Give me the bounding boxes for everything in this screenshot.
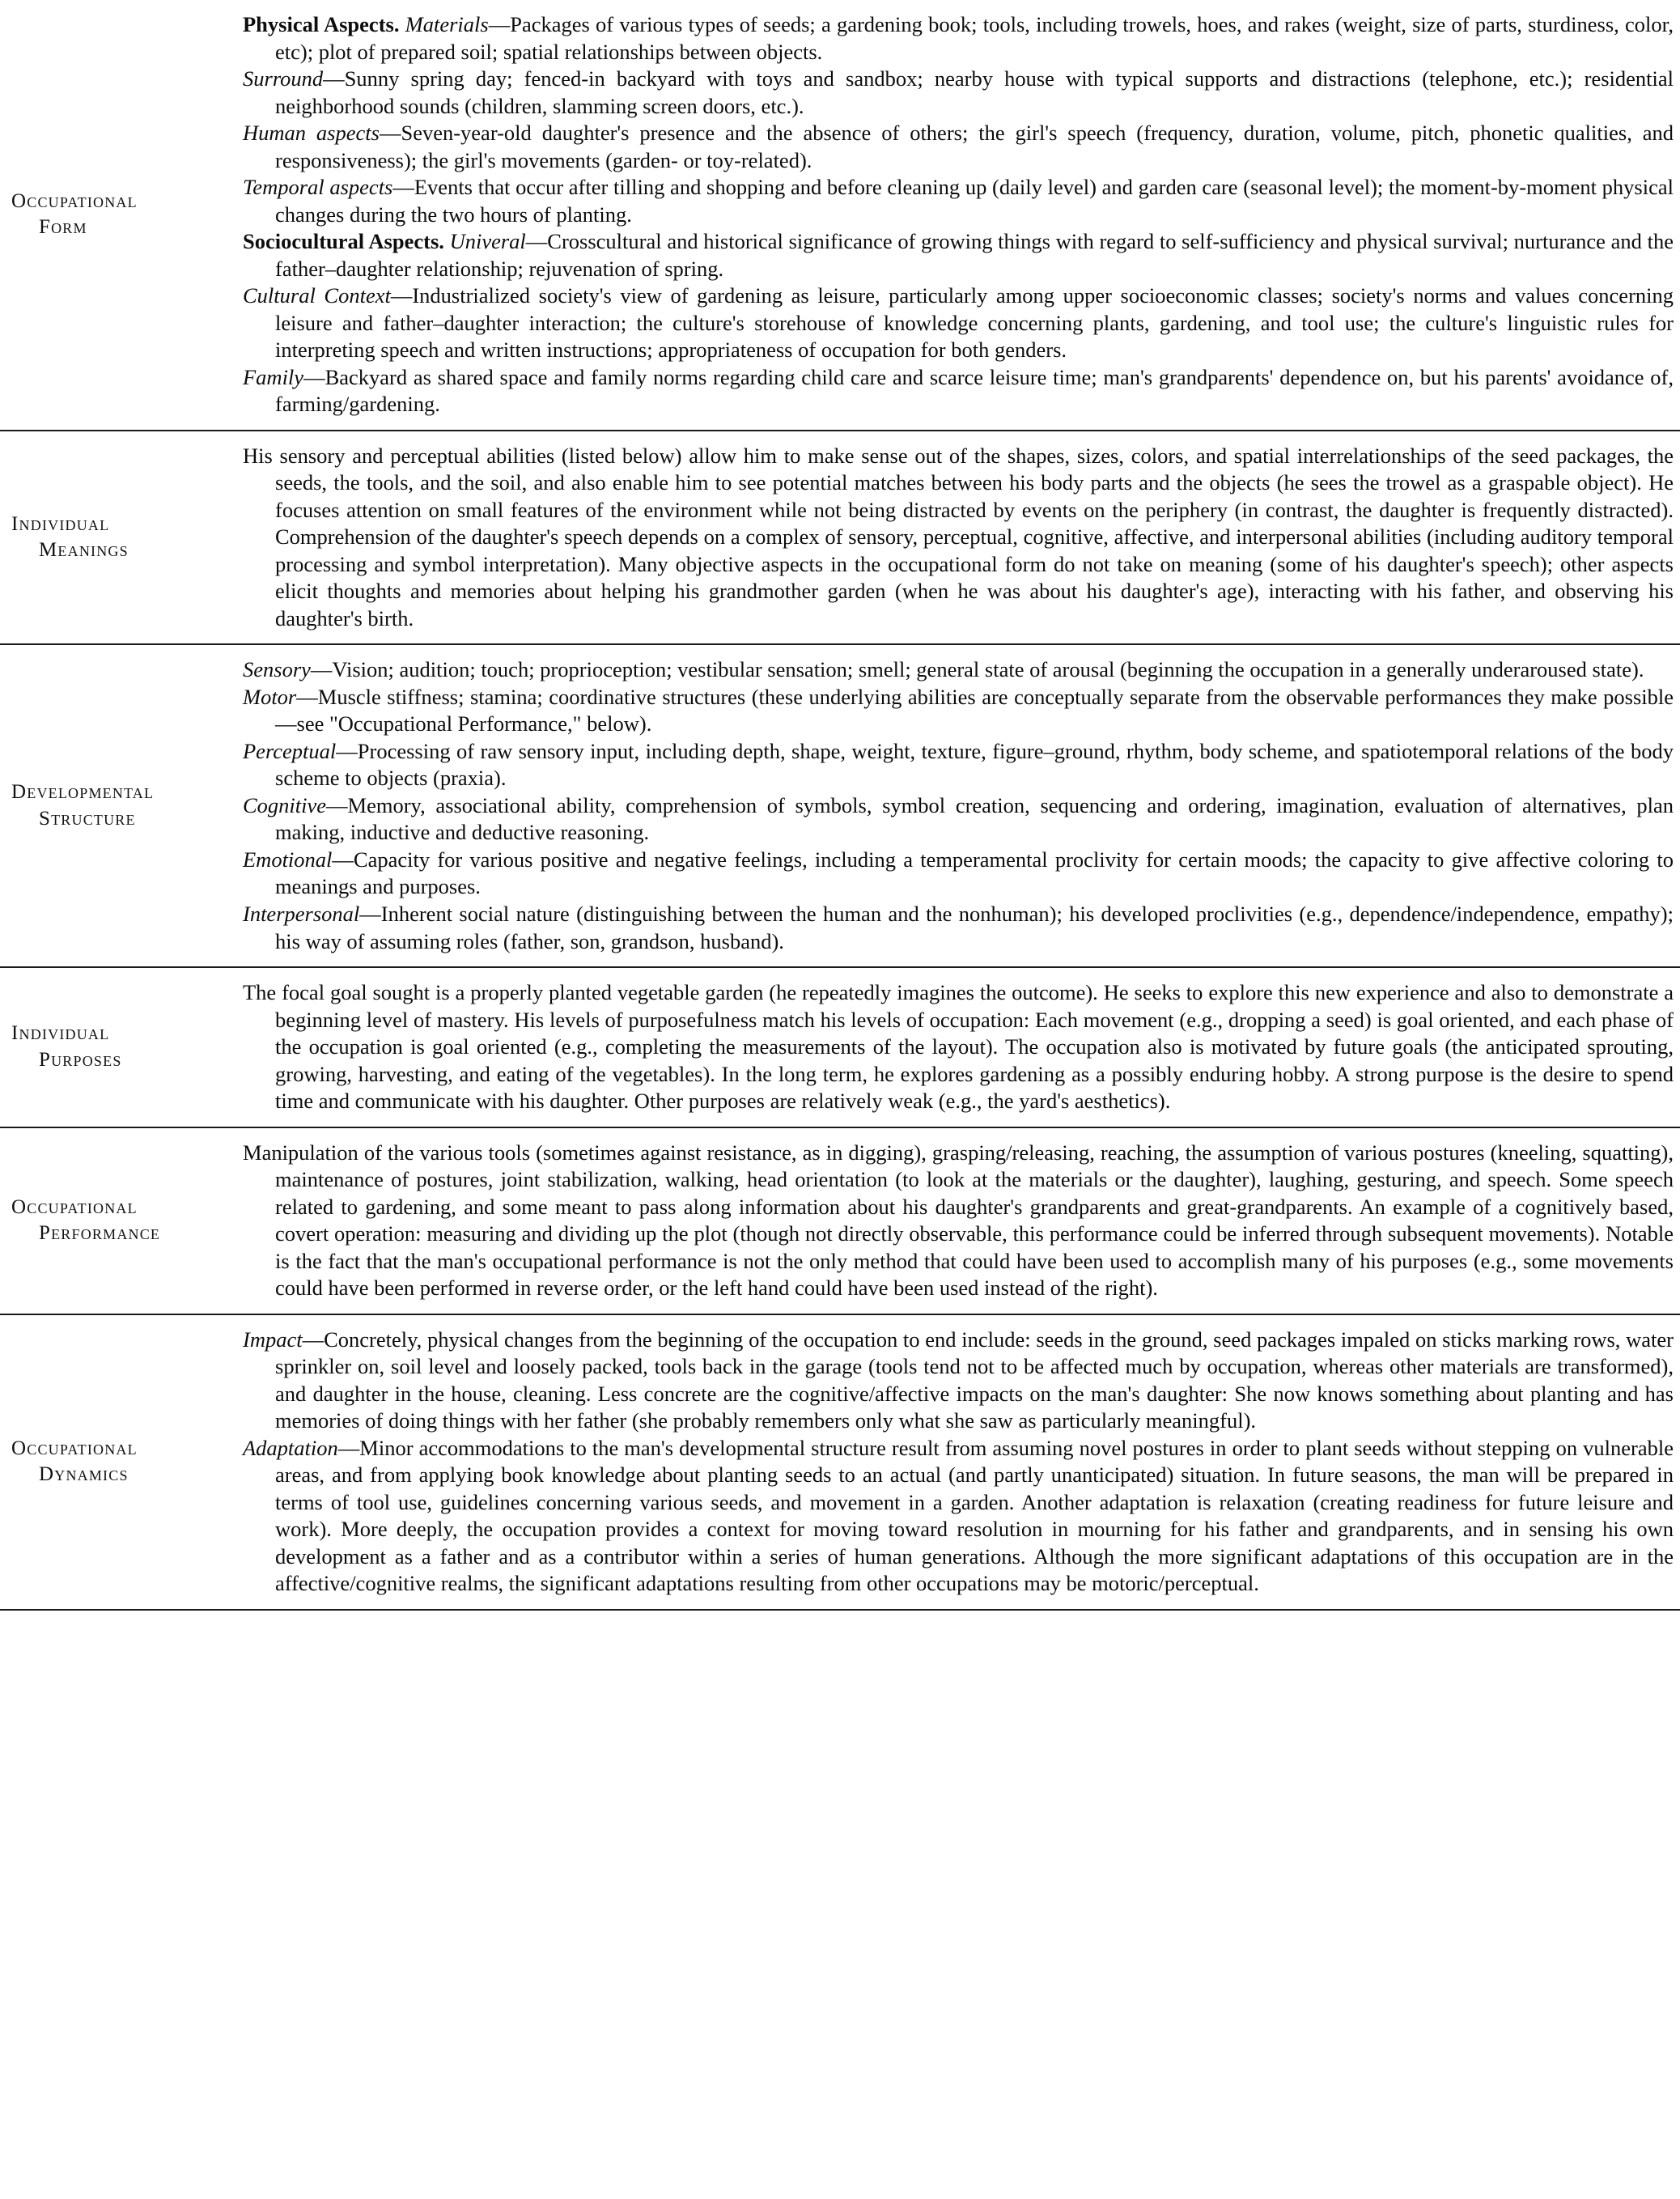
text-run-normal: —Memory, associational ability, comprehension of symbols, symbol creation, sequencing and ordering, imagination, evaluation of alternatives, plan making, inductive and deductive reasoning.: [275, 792, 1674, 845]
category-name-line2: Structure: [39, 807, 136, 830]
text-run-normal: —Backyard as shared space and family norms regarding child care and scarce leisure time; man's grandparents' dependence on, but his parents' avoidance of, farming/gardening.: [275, 364, 1674, 417]
category-name-line1: Occupational: [11, 189, 138, 212]
text-run-italic: Motor: [243, 684, 297, 709]
text-run-italic: Human aspects: [243, 121, 380, 146]
description-paragraph: [243, 684, 1674, 738]
text-run-normal: —Minor accommodations to the man's developmental structure result from assuming novel postures in order to plant seeds without stepping on vulnerable areas, and from applying book knowledge about planting seeds to an actual (and partly unanticipated) situation. In future seasons, the man will be prepared in terms of tool use, guidelines concerning various seeds, and movement in a garden. Another adaptation is relaxation (creating readiness for future leisure and work). More deeply, the occupation provides a context for moving toward resolution in mourning for his father and grandparents, and in sensing his own development as a father and as a contributor within a series of human generations. Although the more significant adaptations of this occupation are in the affective/cognitive realms, the significant adaptations resulting from other occupations may be motoric/perceptual.: [275, 1435, 1674, 1596]
row-category-label: [0, 1127, 243, 1314]
table-row: [0, 644, 1680, 967]
text-run-normal: —Inherent social nature (distinguishing between the human and the nonhuman); his developed proclivities (e.g., dependence/independence, empathy); his way of assuming roles (father, son, grandson, husband).: [275, 901, 1674, 953]
row-description: [243, 1127, 1680, 1314]
text-run-italic: Univeral: [449, 229, 526, 254]
text-run-italic: Cultural Context: [243, 283, 391, 308]
category-name-line1: Developmental: [11, 781, 155, 804]
category-name-line2: Performance: [39, 1222, 161, 1245]
description-paragraph: [243, 1140, 1674, 1302]
table-row: [0, 1314, 1680, 1610]
category-name: [6, 1436, 228, 1488]
row-description: [243, 431, 1680, 645]
description-paragraph: [243, 66, 1674, 120]
text-run-normal: —Sunny spring day; fenced-in backyard with toys and sandbox; nearby house with typical supports and distractions (telephone, etc.); residential neighborhood sounds (children, slamming screen doors, etc.).: [275, 66, 1674, 118]
text-run-normal: —Events that occur after tilling and shopping and before cleaning up (daily level) and garden care (seasonal level); the moment-by-moment physical changes during the two hours of planting.: [275, 175, 1674, 227]
description-paragraph: [243, 901, 1674, 955]
category-name: [6, 512, 228, 564]
row-description: [243, 967, 1680, 1127]
category-name-line1: Occupational: [11, 1195, 138, 1218]
text-run-bold: Physical Aspects.: [243, 12, 405, 36]
table-row: [0, 0, 1680, 431]
description-paragraph: [243, 1327, 1674, 1435]
row-category-label: [0, 431, 243, 645]
category-name: [6, 779, 228, 832]
text-run-normal: —Packages of various types of seeds; a gardening book; tools, including trowels, hoes, and rakes (weight, size of parts, sturdiness, color, etc); plot of prepared soil; spatial relationships between objects.: [275, 12, 1674, 64]
description-paragraph: [243, 656, 1674, 684]
text-run-italic: Materials: [405, 12, 489, 36]
text-run-italic: Impact: [243, 1327, 303, 1352]
text-run-normal: —Crosscultural and historical significance of growing things with regard to self-sufficiency and physical survival; nurturance and the father–daughter relationship; rejuvenation of spring.: [275, 229, 1674, 281]
row-category-label: [0, 644, 243, 967]
description-paragraph: [243, 738, 1674, 792]
text-run-italic: Family: [243, 364, 304, 389]
row-category-label: [0, 1314, 243, 1610]
description-paragraph: [243, 443, 1674, 633]
table-row: [0, 431, 1680, 645]
category-name-line1: Individual: [11, 512, 110, 535]
text-run-normal: Manipulation of the various tools (sometimes against resistance, as in digging), grasping/releasing, reaching, the assumption of various postures (kneeling, squatting), maintenance of postures, joint stabilization, walking, head orientation (to look at the materials or the daughter), laughing, gesturing, and speech. Some speech related to gardening, and some meant to pass along information about his daughter's grandparents and great-grandparents. An example of a cognitively based, covert operation: measuring and dividing up the plot (though not directly observable, this performance could be inferred through subsequent movements). Notable is the fact that the man's occupational performance is not the only method that could have been used to accomplish many of his purposes (e.g., some movements could have been performed in reverse order, or the left hand could have been used instead of the right).: [243, 1140, 1674, 1301]
row-category-label: [0, 967, 243, 1127]
category-name: [6, 189, 228, 241]
text-run-italic: Sensory: [243, 657, 311, 682]
description-paragraph: [243, 120, 1674, 174]
category-name: [6, 1195, 228, 1247]
text-run-normal: —Muscle stiffness; stamina; coordinative structures (these underlying abilities are conceptually separate from the observable performances they make possible—see "Occupational Performance," below).: [275, 684, 1674, 737]
text-run-normal: —Processing of raw sensory input, including depth, shape, weight, texture, figure–ground, rhythm, body scheme, and spatiotemporal relations of the body scheme to objects (praxia).: [275, 738, 1674, 791]
description-paragraph: [243, 847, 1674, 901]
text-run-normal: —Concretely, physical changes from the beginning of the occupation to end include: seeds in the ground, seed packages impaled on sticks marking rows, water sprinkler on, soil level and loosely packed, tools back in the garage (tools tend not to be affected much by occupation, whereas other materials are transformed), and daughter in the house, cleaning. Less concrete are the cognitive/affective impacts on the man's daughter: She now knows something about planting and has memories of doing things with her father (she probably remembers only what she saw as particularly meaningful).: [275, 1327, 1674, 1433]
text-run-italic: Adaptation: [243, 1435, 338, 1460]
description-paragraph: [243, 364, 1674, 418]
description-paragraph: [243, 979, 1674, 1115]
description-paragraph: [243, 282, 1674, 364]
row-description: [243, 0, 1680, 431]
category-name-line2: Meanings: [39, 539, 129, 562]
text-run-normal: —Industrialized society's view of gardening as leisure, particularly among upper socioeconomic classes; society's norms and values concerning leisure and father–daughter interaction; the culture's storehouse of knowledge concerning plants, gardening, and tool use; the culture's linguistic rules for interpreting speech and written instructions; appropriateness of occupation for both genders.: [275, 283, 1674, 363]
text-run-normal: —Vision; audition; touch; proprioception; vestibular sensation; smell; general state of arousal (beginning the occupation in a generally underaroused state).: [310, 657, 1644, 682]
description-paragraph: [243, 792, 1674, 847]
text-run-italic: Perceptual: [243, 738, 337, 763]
description-paragraph: [243, 174, 1674, 228]
text-run-italic: Surround: [243, 66, 324, 91]
text-run-italic: Emotional: [243, 847, 333, 872]
description-paragraph: [243, 228, 1674, 282]
description-paragraph: [243, 11, 1674, 66]
category-name-line2: Form: [39, 216, 87, 239]
category-name-line1: Occupational: [11, 1437, 138, 1459]
text-run-italic: Temporal aspects: [243, 175, 393, 200]
table-row: [0, 967, 1680, 1127]
category-name: [6, 1021, 228, 1073]
text-run-normal: The focal goal sought is a properly planted vegetable garden (he repeatedly imagines the outcome). He seeks to explore this new experience and also to demonstrate a beginning level of mastery. His levels of purposefulness match his levels of occupation: Each movement (e.g., dropping a seed) is goal oriented, and each phase of the occupation is goal oriented (e.g., completing the measurements of the layout). The occupation also is motivated by future goals (the anticipated sprouting, growing, harvesting, and eating of the vegetables). In the long term, he explores gardening as a possibly enduring hobby. A strong purpose is the desire to spend time and communicate with his daughter. Other purposes are relatively weak (e.g., the yard's aesthetics).: [243, 980, 1674, 1114]
row-description: [243, 644, 1680, 967]
text-run-normal: —Capacity for various positive and negative feelings, including a temperamental proclivity for certain moods; the capacity to give affective coloring to meanings and purposes.: [275, 847, 1674, 899]
text-run-italic: Cognitive: [243, 792, 327, 817]
row-description: [243, 1314, 1680, 1610]
description-paragraph: [243, 1435, 1674, 1598]
table-row: [0, 1127, 1680, 1314]
text-run-normal: —Seven-year-old daughter's presence and the absence of others; the girl's speech (frequency, duration, volume, pitch, phonetic qualities, and responsiveness); the girl's movements (garden- or toy-related).: [275, 121, 1674, 172]
row-category-label: [0, 0, 243, 431]
text-run-italic: Interpersonal: [243, 901, 360, 926]
text-run-bold: Sociocultural Aspects.: [243, 229, 450, 254]
category-name-line2: Dynamics: [39, 1463, 129, 1486]
category-name-line2: Purposes: [39, 1048, 122, 1071]
text-run-normal: His sensory and perceptual abilities (listed below) allow him to make sense out of the shapes, sizes, colors, and spatial interrelationships of the seed packages, the seeds, the tools, and the soil, and also enable him to see potential matches between his body parts and the objects (he sees the trowel as a graspable object). He focuses attention on small features of the environment while not being distracted by events on the periphery (in contrast, the daughter is frequently distracted). Comprehension of the daughter's speech depends on a complex of sensory, perceptual, cognitive, affective, and interpersonal abilities (including auditory temporal processing and symbol interpretation). Many objective aspects in the occupational form do not take on meaning (some of his daughter's speech); other aspects elicit thoughts and memories about helping his grandmother garden (when he was about his daughter's age), interacting with his father, and observing his daughter's birth.: [243, 443, 1674, 630]
category-name-line1: Individual: [11, 1022, 110, 1045]
